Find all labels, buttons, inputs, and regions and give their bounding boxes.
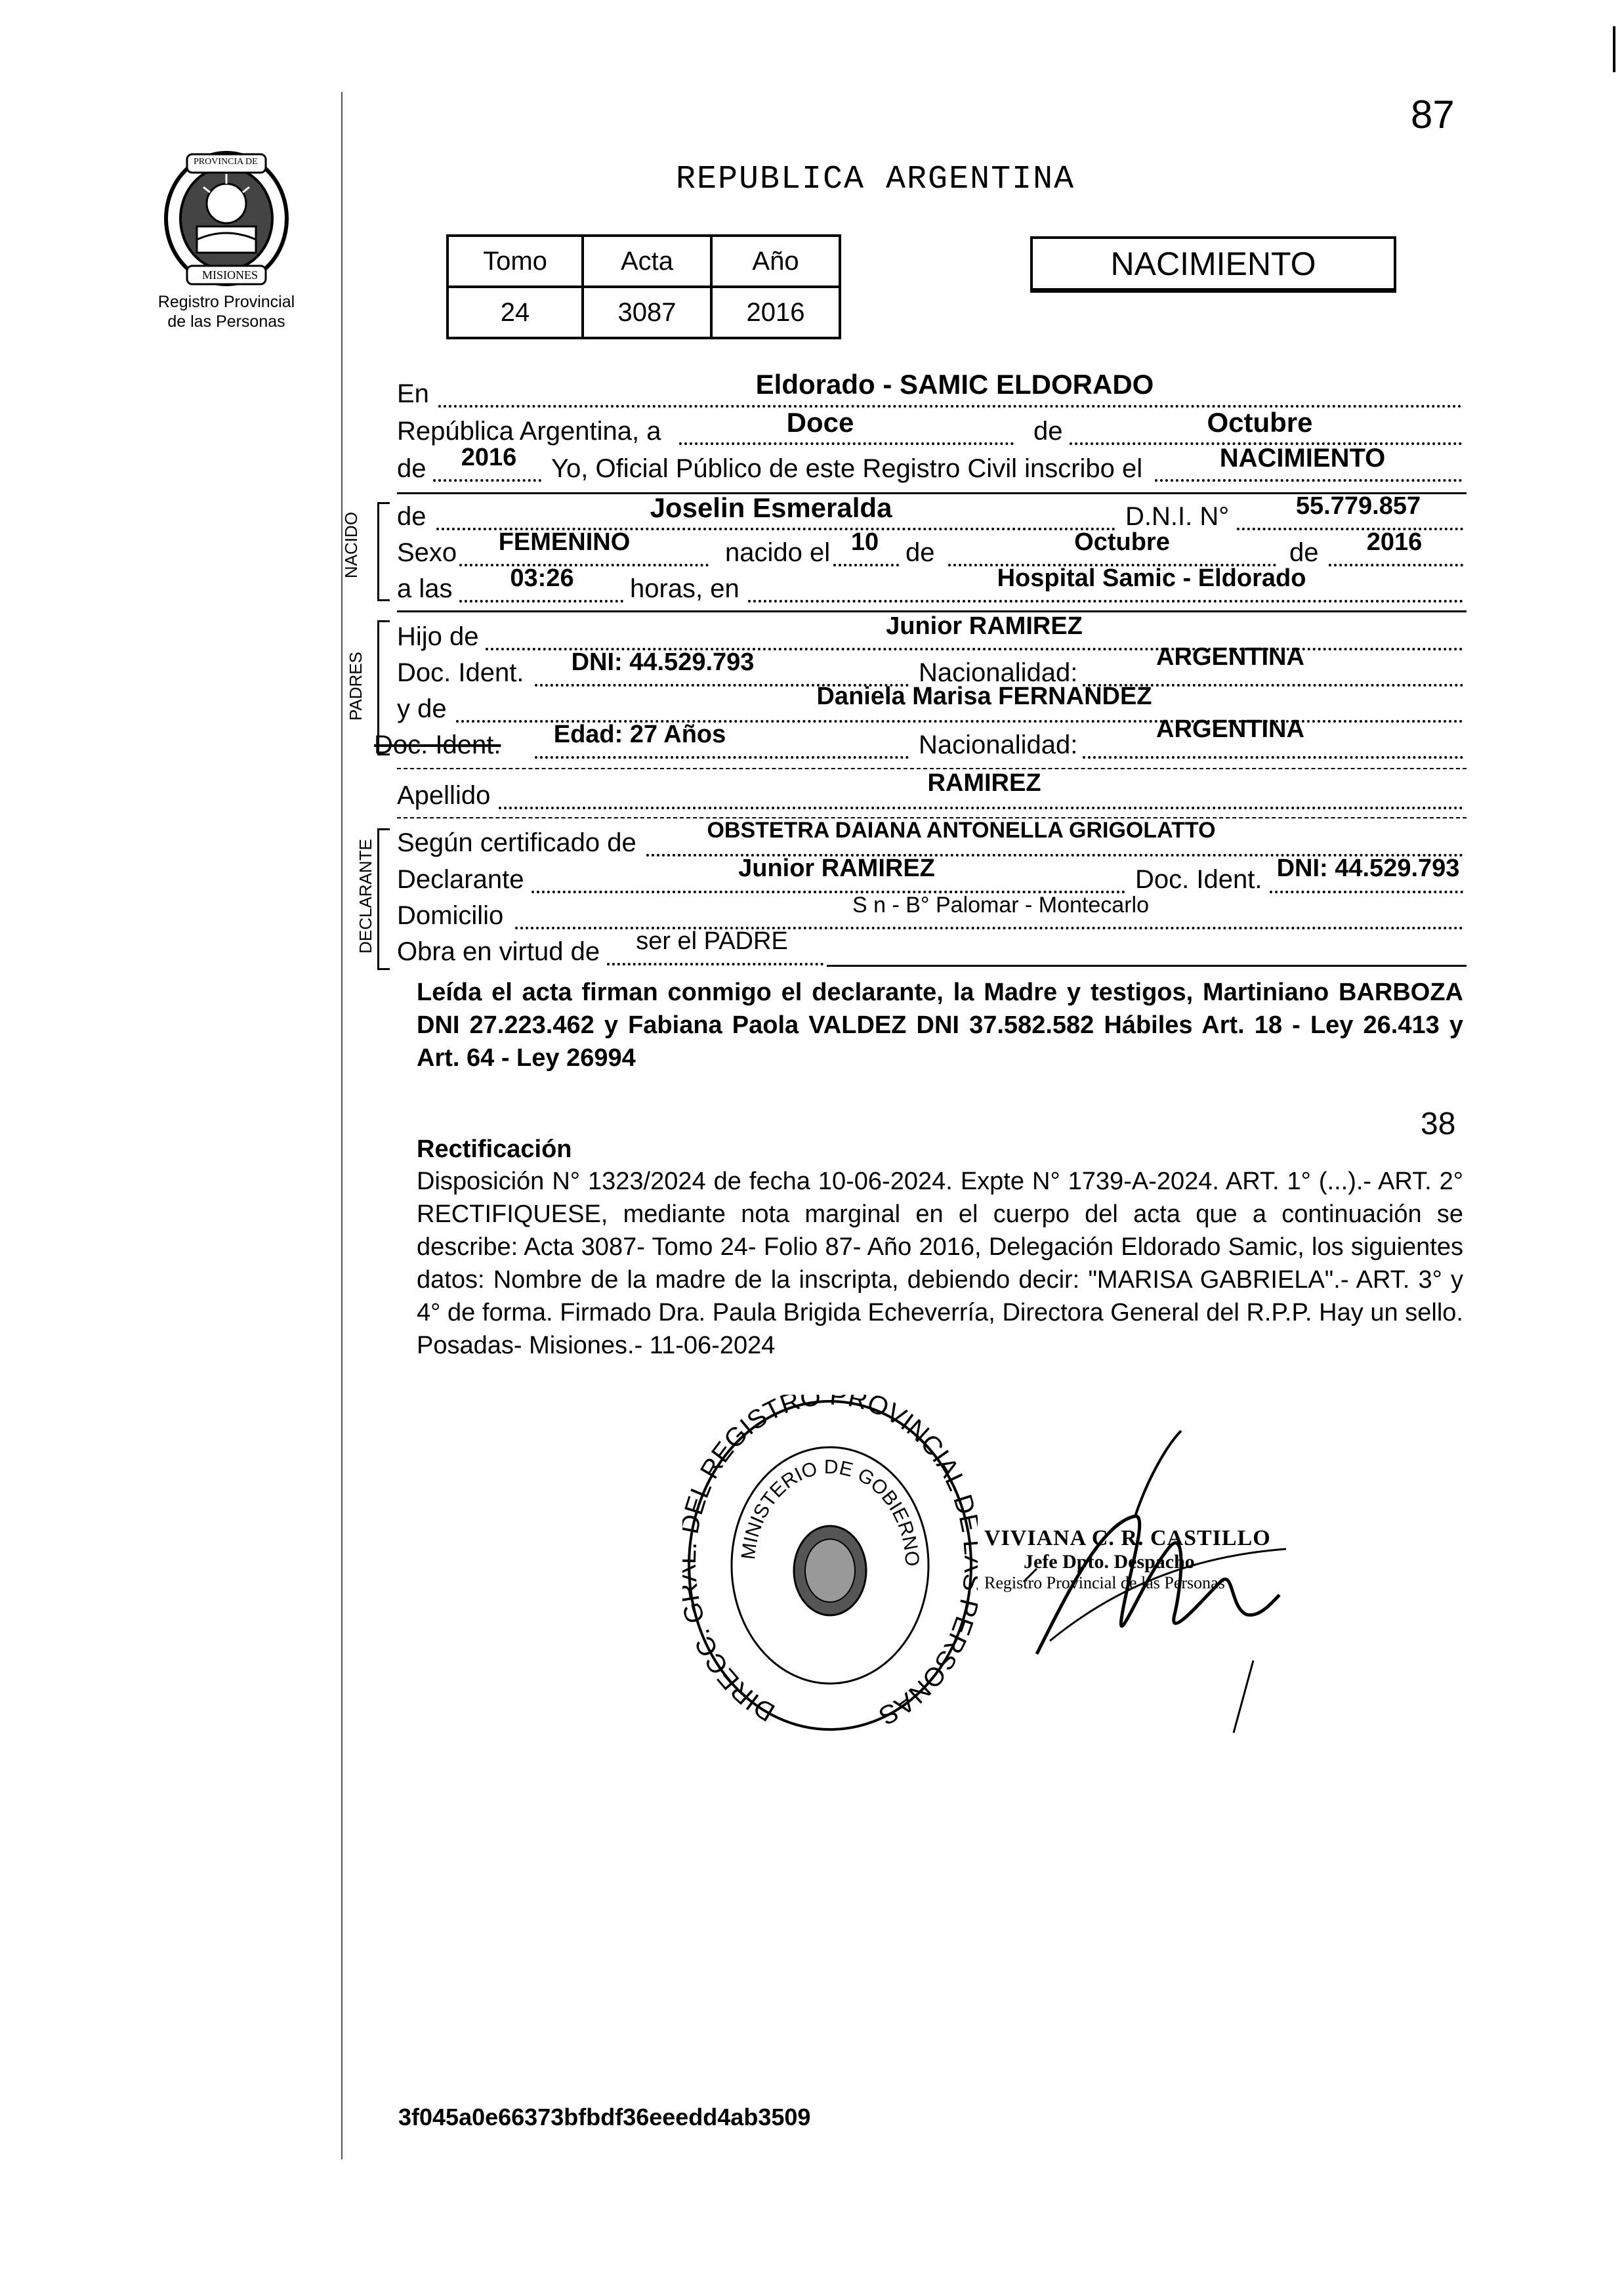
logo-caption-line1: Registro Provincial	[157, 293, 295, 311]
province-seal-logo	[157, 148, 295, 289]
padre-doc-value: DNI: 44.529.793	[571, 648, 755, 676]
declarante-doc-value: DNI: 44.529.793	[1276, 855, 1460, 882]
lugar-dots	[748, 600, 1463, 603]
record-header-acta: Acta	[583, 236, 711, 287]
section-label-padres: PADRES	[346, 652, 365, 721]
seal-text-bottom: MISIONES	[202, 268, 259, 282]
declarante-label: Declarante	[397, 865, 524, 894]
signature-name: VIVIANA C. R. CASTILLO	[984, 1526, 1271, 1550]
apellido-label: Apellido	[397, 781, 491, 810]
nacionalidad-label2: Nacionalidad:	[919, 731, 1078, 759]
doc-ident-label: Doc. Ident.	[397, 658, 524, 687]
domicilio-value: S n - B° Palomar - Montecarlo	[852, 893, 1149, 918]
sexo-label: Sexo	[397, 538, 457, 567]
padre-nac-value: ARGENTINA	[1156, 643, 1304, 671]
madre-value: Daniela Marisa FERNANDEZ	[816, 683, 1152, 710]
logo-caption	[131, 292, 322, 331]
anio-dots	[433, 479, 541, 482]
signature-office: Registro Provincial de las Personas	[984, 1573, 1225, 1592]
record-tomo: 24	[448, 287, 583, 338]
oficial-text: Yo, Oficial Público de este Registro Civil inscribo el	[551, 454, 1143, 483]
hora-value: 03:26	[510, 564, 574, 592]
de-label3: de	[397, 502, 427, 531]
dni-label: D.N.I. N°	[1125, 502, 1230, 531]
sexo-value: FEMENINO	[498, 528, 631, 556]
hora-dots	[459, 600, 623, 603]
declarante-value: Junior RAMIREZ	[738, 855, 935, 882]
section-label-nacido: NACIDO	[341, 511, 362, 579]
firma-paragraph: Leída el acta firman conmigo el declarante, la Madre y testigos, Martiniano BARBOZA DNI 27.223.462 y Fabiana Paola VALDEZ DNI 37.582.582 Hábiles Art. 18 - Ley 26.413 y Art. 64 - Ley 26994	[417, 979, 1463, 1072]
nac-anio-value: 2016	[1366, 528, 1423, 556]
dni-dots	[1237, 528, 1463, 530]
doc-type: NACIMIENTO	[1110, 245, 1316, 282]
doc-ident-label3: Doc. Ident.	[1135, 865, 1262, 894]
stamp-ring-text: DIRECC. EL REGISTRO PROVINCIAL D ERSONAS	[682, 1395, 978, 1731]
record-header-anio: Año	[711, 236, 840, 287]
mes-value: Octubre	[1207, 407, 1313, 438]
en-value: Eldorado - SAMIC ELDORADO	[755, 369, 1154, 400]
yde-label: y de	[397, 694, 447, 723]
domicilio-label: Domicilio	[397, 901, 504, 930]
declarante-doc-dots	[1270, 891, 1463, 893]
logo-caption-line2: de las Personas	[167, 312, 285, 331]
nac-anio-dots	[1329, 564, 1463, 566]
doc-ident-label2: Doc. Ident.	[374, 731, 501, 759]
obra-value: ser el PADRE	[636, 927, 788, 955]
seal-text-top: PROVINCIA DE	[194, 157, 258, 167]
madre-nac-value: ARGENTINA	[1156, 715, 1304, 743]
tipo-dots	[1155, 479, 1462, 482]
nac-dia-dots	[833, 564, 899, 566]
sexo-dots	[459, 564, 709, 566]
tipo-value: NACIMIENTO	[1219, 444, 1386, 473]
de-label4: de	[906, 538, 935, 567]
rectificacion-title: Rectificación	[417, 1135, 572, 1163]
nac-dia-value: 10	[850, 528, 879, 556]
margin-line-left	[341, 92, 343, 2159]
nombre-value: Joselin Esmeralda	[650, 492, 892, 523]
page-number: 87	[1411, 93, 1455, 137]
madre-doc-dots	[535, 756, 909, 759]
anio-value: 2016	[461, 444, 517, 471]
record-acta: 3087	[583, 287, 711, 338]
dni-value: 55.779.857	[1295, 492, 1421, 520]
lugar-value: Hospital Samic - Eldorado	[997, 564, 1306, 592]
nacido-brace	[377, 502, 390, 601]
madre-doc-value: Edad: 27 Años	[553, 721, 726, 748]
rule-5	[827, 965, 1467, 967]
doc-type-box	[1030, 236, 1396, 293]
obra-label: Obra en virtud de	[397, 937, 600, 966]
nac-mes-value: Octubre	[1074, 528, 1170, 556]
apellido-dots	[499, 807, 1463, 809]
page-title: REPUBLICA ARGENTINA	[676, 161, 1075, 198]
republica-label: República Argentina, a	[397, 417, 661, 446]
edge-mark	[1613, 26, 1615, 72]
padre-value: Junior RAMIREZ	[886, 612, 1083, 640]
de-label: de	[1033, 417, 1063, 446]
certificado-value: OBSTETRA DAIANA ANTONELLA GRIGOLATTO	[707, 818, 1216, 843]
declarante-brace	[377, 828, 390, 970]
en-label: En	[397, 379, 429, 408]
stamp-inner-text: MINISTERIO DE GOBIERNO	[737, 1456, 923, 1567]
signature-role: Jefe Dpto. Despacho	[1024, 1551, 1195, 1573]
nacido-label: nacido el	[725, 538, 831, 567]
apellido-value: RAMIREZ	[927, 769, 1041, 797]
record-table-header	[448, 236, 840, 287]
signature-block	[984, 1526, 1271, 1593]
dia-value: Doce	[786, 407, 854, 438]
horas-label: horas, en	[630, 574, 739, 603]
section-label-declarante: DECLARANTE	[355, 839, 375, 954]
document-hash: 3f045a0e66373bfbdf36eeedd4ab3509	[398, 2104, 811, 2130]
hijo-label: Hijo de	[397, 622, 479, 651]
rectificacion-text: Disposición N° 1323/2024 de fecha 10-06-2024. Expte N° 1739-A-2024. ART. 1° (...).- ART. 2° RECTIFIQUESE, mediante nota marginal en el cuerpo del acta que a continuación se describe: Acta 3087- Tomo 24- Folio 87- Año 2016, Delegación Eldorado Samic, los siguientes datos: Nombre de la madre de la inscripta, debiendo decir: "MARISA GABRIELA".- ART. 3° y 4° de forma. Firmado Dra. Paula Brigida Echeverría, Directora General del R.P.P. Hay un sello. Posadas- Misiones.- 11-06-2024	[417, 1168, 1463, 1359]
official-stamp	[682, 1395, 978, 1736]
obra-dots	[607, 963, 823, 965]
nacionalidad-label: Nacionalidad:	[919, 658, 1078, 687]
madre-nac-dots	[1083, 756, 1463, 759]
segun-label: Según certificado de	[397, 828, 636, 857]
rectificacion-number: 38	[1421, 1107, 1456, 1141]
alas-label: a las	[397, 574, 453, 603]
dia-dots	[679, 442, 1014, 445]
de-label2: de	[397, 454, 427, 483]
record-table	[446, 234, 841, 339]
record-table-row	[448, 287, 840, 338]
record-header-tomo: Tomo	[448, 236, 583, 287]
record-anio: 2016	[711, 287, 840, 338]
de-label5: de	[1289, 538, 1319, 567]
